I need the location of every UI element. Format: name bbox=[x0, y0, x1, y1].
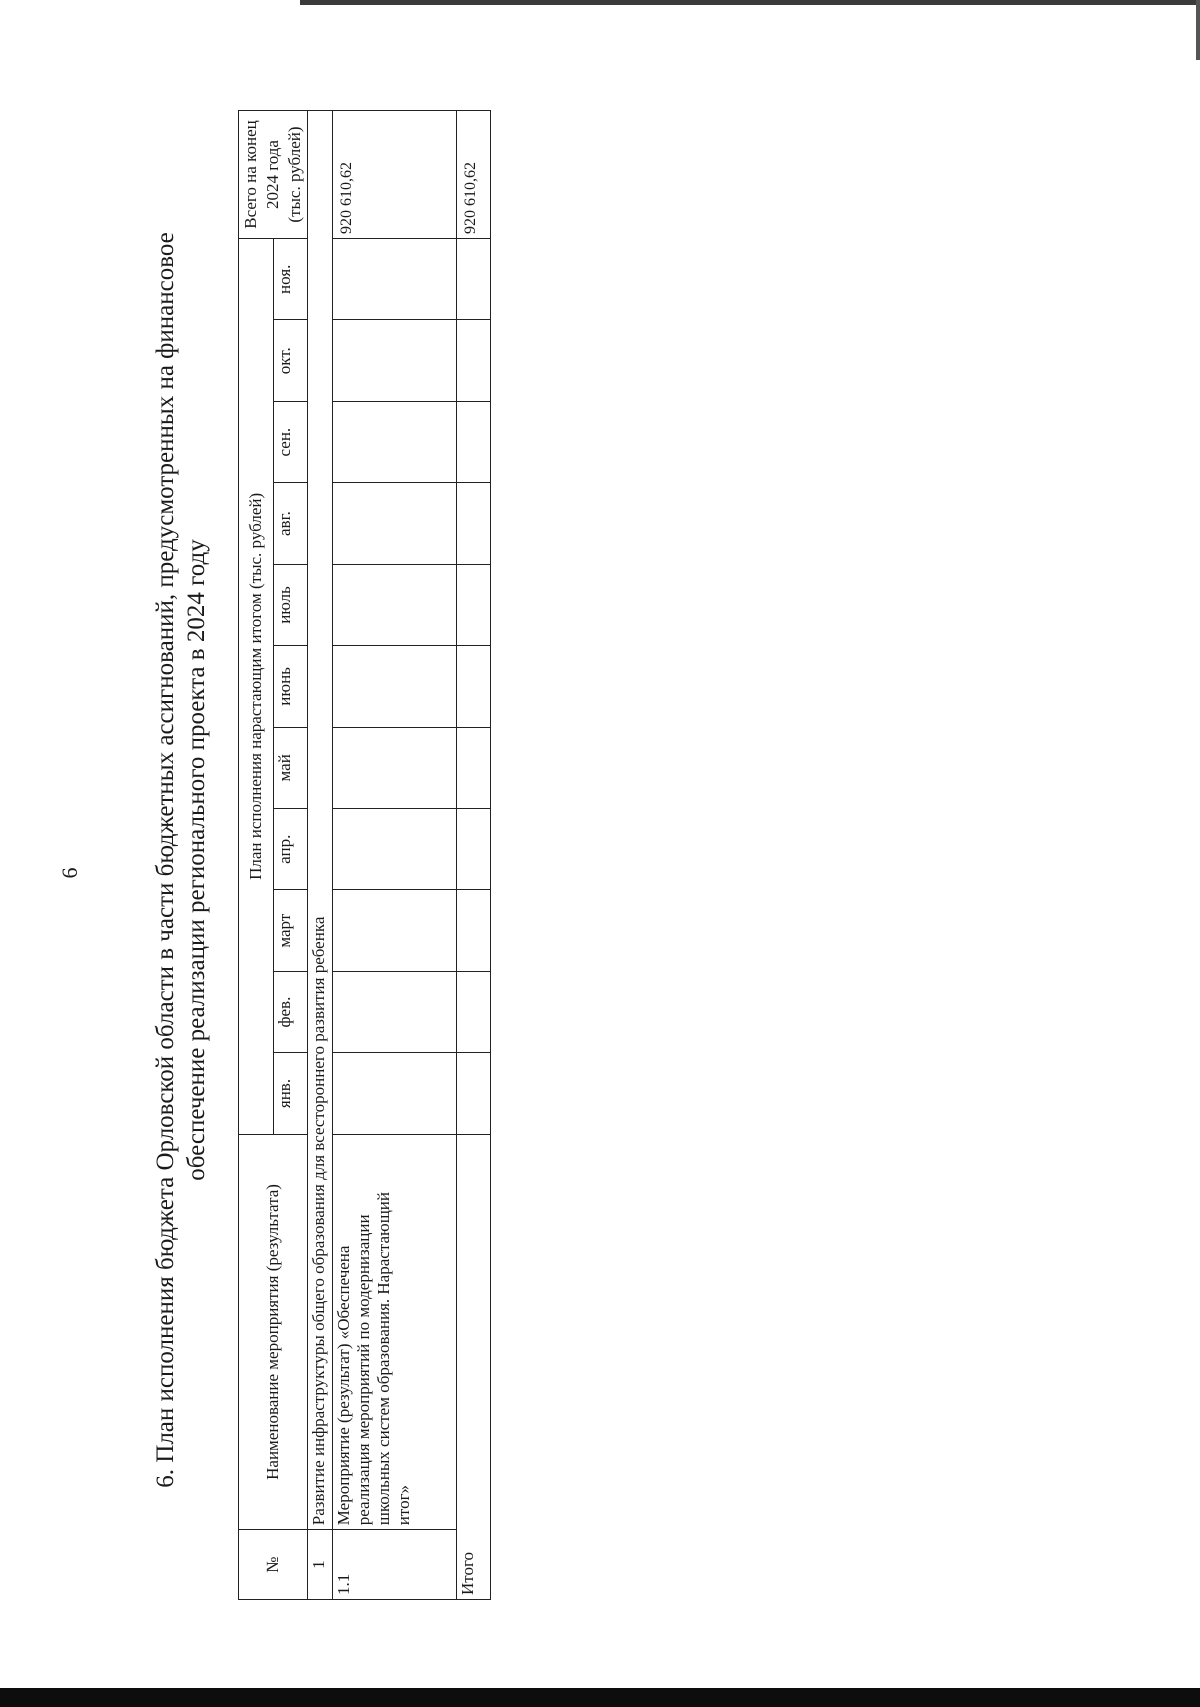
document-title bbox=[150, 110, 212, 1610]
footer-label: Итого bbox=[457, 1134, 491, 1599]
scan-edge-right bbox=[1196, 0, 1200, 60]
item-cell-apr bbox=[333, 809, 457, 890]
footer-cell-jun bbox=[457, 646, 491, 727]
title-line-2: обеспечение реализации регионального проекта в 2024 году bbox=[183, 539, 210, 1181]
footer-cell-apr bbox=[457, 809, 491, 890]
rotated-page-content bbox=[150, 110, 510, 1610]
title-line-1: 6. План исполнения бюджета Орловской области в части бюджетных ассигнований, предусмотренных на финансовое bbox=[152, 232, 179, 1488]
header-num: № bbox=[239, 1530, 308, 1600]
item-cell-jul bbox=[333, 564, 457, 645]
header-month-aug: авг. bbox=[273, 483, 308, 564]
footer-cell-sep bbox=[457, 401, 491, 482]
header-month-may: май bbox=[273, 727, 308, 808]
header-month-jan: янв. bbox=[273, 1053, 308, 1134]
header-month-feb: фев. bbox=[273, 971, 308, 1052]
footer-cell-feb bbox=[457, 971, 491, 1052]
item-cell-may bbox=[333, 727, 457, 808]
item-name-line-2: реализация мероприятий по модернизации bbox=[354, 1214, 373, 1526]
footer-cell-jul bbox=[457, 564, 491, 645]
item-cell-jun bbox=[333, 646, 457, 727]
table-row-section bbox=[308, 111, 333, 1600]
header-total bbox=[239, 111, 308, 239]
page-number: 6 bbox=[57, 867, 82, 879]
item-total: 920 610,62 bbox=[333, 111, 457, 239]
header-month-jun: июнь bbox=[273, 646, 308, 727]
footer-cell-mar bbox=[457, 890, 491, 971]
header-name: Наименование мероприятия (результата) bbox=[239, 1134, 308, 1530]
scan-edge-top bbox=[300, 0, 1200, 5]
item-name-line-3: школьных систем образования. Нарастающий bbox=[374, 1192, 393, 1526]
header-total-line-3: (тыс. рублей) bbox=[285, 126, 304, 223]
item-cell-sep bbox=[333, 401, 457, 482]
header-total-line-2: 2024 года bbox=[263, 140, 282, 210]
item-cell-nov bbox=[333, 239, 457, 320]
footer-cell-nov bbox=[457, 239, 491, 320]
item-cell-mar bbox=[333, 890, 457, 971]
header-month-oct: окт. bbox=[273, 320, 308, 401]
header-month-mar: март bbox=[273, 890, 308, 971]
footer-cell-aug bbox=[457, 483, 491, 564]
header-month-nov: ноя. bbox=[273, 239, 308, 320]
section-num: 1 bbox=[308, 1530, 333, 1600]
footer-cell-oct bbox=[457, 320, 491, 401]
item-name-line-4: итог» bbox=[394, 1484, 413, 1526]
footer-total: 920 610,62 bbox=[457, 111, 491, 239]
item-cell-feb bbox=[333, 971, 457, 1052]
header-month-apr: апр. bbox=[273, 809, 308, 890]
header-total-line-1: Всего на конец bbox=[241, 120, 260, 229]
item-name bbox=[333, 1134, 457, 1530]
header-month-sep: сен. bbox=[273, 401, 308, 482]
footer-cell-jan bbox=[457, 1053, 491, 1134]
header-month-jul: июль bbox=[273, 564, 308, 645]
table-row-item bbox=[333, 111, 457, 1600]
item-name-line-1: Мероприятие (результат) «Обеспечена bbox=[334, 1245, 353, 1526]
item-num: 1.1 bbox=[333, 1530, 457, 1600]
header-plan-group: План исполнения нарастающим итогом (тыс. рублей) bbox=[239, 239, 274, 1135]
footer-cell-may bbox=[457, 727, 491, 808]
item-cell-oct bbox=[333, 320, 457, 401]
item-cell-aug bbox=[333, 483, 457, 564]
budget-plan-table bbox=[238, 110, 491, 1600]
table-row-total bbox=[457, 111, 491, 1600]
section-title: Развитие инфраструктуры общего образования для всестороннего развития ребенка bbox=[308, 111, 333, 1530]
item-cell-jan bbox=[333, 1053, 457, 1134]
scan-edge-bottom bbox=[0, 1688, 1200, 1707]
header-row-1 bbox=[239, 111, 274, 1600]
